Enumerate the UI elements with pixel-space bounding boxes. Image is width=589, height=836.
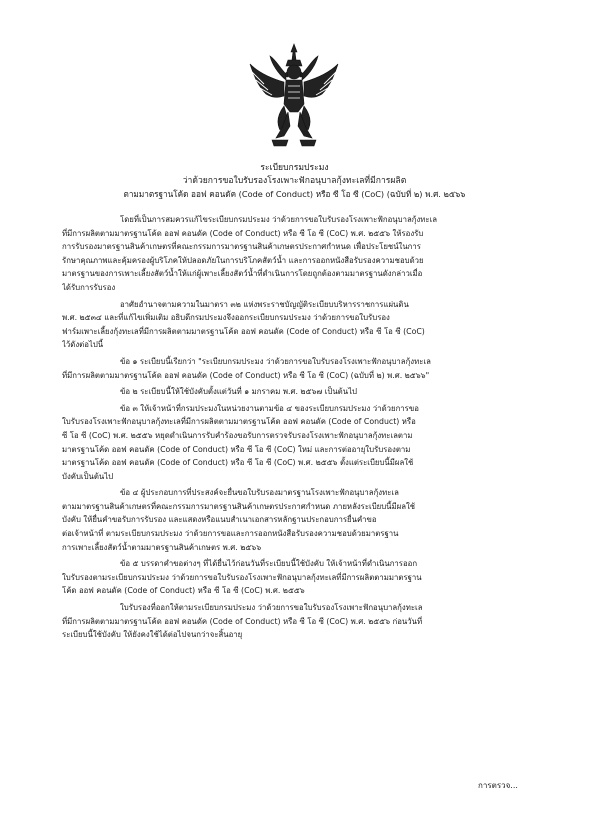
paragraph-line: ข้อ ๔ ผู้ประกอบการที่ประสงค์จะยื่นขอใบรับรองมาตรฐานโรงเพาะฟักอนุบาลกุ้งทะเล [120,488,399,498]
paragraph-line: บังคับ ให้ยื่นคำขอรับการรับรอง และแสดงหรือแนบสำเนาเอกสารหลักฐานประกอบการยื่นคำขอ [62,515,377,525]
paragraph [62,486,532,554]
paragraph-line: ไว้ดังต่อไปนี้ [62,340,104,350]
paragraph-line: ข้อ ๓ ให้เจ้าหน้าที่กรมประมงในหน่วยงานตามข้อ ๔ ของระเบียบกรมประมง ว่าด้วยการขอ [120,403,419,413]
paragraph [62,557,532,598]
paragraph-line: ข้อ ๒ ระเบียบนี้ให้ใช้บังคับตั้งแต่วันที่ ๑ มกราคม พ.ศ. ๒๕๖๗ เป็นต้นไป [120,387,357,397]
paragraph-line: รักษาคุณภาพและคุ้มครองผู้บริโภคให้ปลอดภัยในการบริโภคสัตว์น้ำ และการออกหนังสือรับรองความชอบด้วย [62,255,424,265]
document-body [62,213,532,645]
title-block [40,162,549,201]
paragraph-line: การรับรองมาตรฐานสินค้าเกษตรที่คณะกรรมการมาตรฐานสินค้าเกษตรประกาศกำหนด เพื่อประโยชน์ในการ [62,242,421,252]
paragraph-line: การเพาะเลี้ยงสัตว์น้ำตามมาตรฐานสินค้าเกษตร พ.ศ. ๒๕๖๖ [62,542,262,552]
paragraph-line: อาศัยอำนาจตามความในมาตรา ๓๒ แห่งพระราชบัญญัติระเบียบบริหารราชการแผ่นดิน [120,299,409,309]
paragraph-line: มาตรฐานโค้ด ออฟ คอนดัค (Code of Conduct) หรือ ซี โอ ซี (CoC) ใหม่ และการต่ออายุใบรับรองตาม [62,444,411,454]
document-subtitle-2: ตามมาตรฐานโค้ด ออฟ คอนดัค (Code of Conduct) หรือ ซี โอ ซี (CoC) (ฉบับที่ ๒) พ.ศ. ๒๕๖๖ [123,189,466,199]
paragraph-line: ใบรับรองตามระเบียบกรมประมง ว่าด้วยการขอใบรับรองโรงเพาะฟักอนุบาลกุ้งทะเลที่มีการผลิตตามมาตรฐาน [62,572,422,582]
paragraph-line: ฟาร์มเพาะเลี้ยงกุ้งทะเลที่มีการผลิตตามมาตรฐานโค้ด ออฟ คอนดัค (Code of Conduct) หรือ ซี โอ ซี (CoC) [62,326,425,336]
paragraph [62,213,532,295]
paragraph-line: โดยที่เป็นการสมควรแก้ไขระเบียบกรมประมง ว่าด้วยการขอใบรับรองโรงเพาะฟักอนุบาลกุ้งทะเล [120,215,438,224]
paragraph [62,298,532,352]
paragraph-line: บังคับเป็นต้นไป [62,471,114,481]
continuation-note: การตรวจ... [478,781,518,790]
paragraph-line: ใบรับรองที่ออกให้ตามระเบียบกรมประมง ว่าด้วยการขอใบรับรองโรงเพาะฟักอนุบาลกุ้งทะเล [120,603,423,613]
paragraph [62,385,532,399]
garuda-emblem-icon [248,42,340,150]
paragraph [62,402,532,484]
paragraph-line: ที่มีการผลิตตามมาตรฐานโค้ด ออฟ คอนดัค (Code of Conduct) หรือ ซี โอ ซี (CoC) พ.ศ. ๒๕๕๖ ก่อนวันที่ [62,616,423,626]
paragraph-line: มาตรฐานโค้ด ออฟ คอนดัค (Code of Conduct) หรือ ซี โอ ซี (CoC) พ.ศ. ๒๕๕๖ ตั้งแต่ระเบียบนี้มีผลใช้ [62,458,414,468]
paragraph-line: ต่อเจ้าหน้าที่ ตามระเบียบกรมประมง ว่าด้วยการขอและการออกหนังสือรับรองความชอบด้วยมาตรฐาน [62,529,399,539]
paragraph [62,601,532,642]
document-title: ระเบียบกรมประมง [260,163,329,173]
paragraph-line: มาตรฐานของการเพาะเลี้ยงสัตว์น้ำให้แก่ผู้เพาะเลี้ยงสัตว์น้ำที่ดำเนินการโดยถูกต้องตามมาตรฐานดังกล่าวเมื่อ [62,269,423,279]
paragraph-line: ตามมาตรฐานสินค้าเกษตรที่คณะกรรมการมาตรฐานสินค้าเกษตรประกาศกำหนด ภายหลังระเบียบนี้มีผลใช้ [62,501,416,511]
paragraph-line: ซี โอ ซี (CoC) พ.ศ. ๒๕๕๖ หยุดดำเนินการรับคำร้องขอรับการตรวจรับรองโรงเพาะฟักอนุบาลกุ้งทะเลตาม [62,430,413,440]
paragraph-line: ได้รับการรับรอง [62,282,116,292]
paragraph-line: ที่มีการผลิตตามมาตรฐานโค้ด ออฟ คอนดัค (Code of Conduct) หรือ ซี โอ ซี (CoC) พ.ศ. ๒๕๕๖ ให้รองรับ [62,228,424,238]
paragraph-line: ระเบียบนี้ใช้บังคับ ให้ยังคงใช้ได้ต่อไปจนกว่าจะสิ้นอายุ [62,630,243,640]
paragraph-line: ข้อ ๑ ระเบียบนี้เรียกว่า "ระเบียบกรมประมง ว่าด้วยการขอใบรับรองโรงเพาะฟักอนุบาลกุ้งทะเล [120,356,431,366]
paragraph-line: พ.ศ. ๒๕๓๔ และที่แก้ไขเพิ่มเติม อธิบดีกรมประมงจึงออกระเบียบกรมประมง ว่าด้วยการขอใบรับรอง [62,313,390,323]
paragraph-line: ใบรับรองโรงเพาะฟักอนุบาลกุ้งทะเลที่มีการผลิตตามมาตรฐานโค้ด ออฟ คอนดัค (Code of Conduct) หรือ [62,417,416,427]
paragraph [62,355,532,382]
paragraph-line: โค้ด ออฟ คอนดัค (Code of Conduct) หรือ ซี โอ ซี (CoC) พ.ศ. ๒๕๕๖ [62,586,305,596]
paragraph-line: ที่มีการผลิตตามมาตรฐานโค้ด ออฟ คอนดัค (Code of Conduct) หรือ ซี โอ ซี (CoC) (ฉบับที่ ๒) พ.ศ. ๒๕๖๖" [62,370,430,380]
document-subtitle: ว่าด้วยการขอใบรับรองโรงเพาะฟักอนุบาลกุ้งทะเลที่มีการผลิต [182,176,407,186]
paragraph-line: ข้อ ๕ บรรดาคำขอต่างๆ ที่ได้ยื่นไว้ก่อนวันที่ระเบียบนี้ใช้บังคับ ให้เจ้าหน้าที่ดำเนินการออก [120,559,418,569]
